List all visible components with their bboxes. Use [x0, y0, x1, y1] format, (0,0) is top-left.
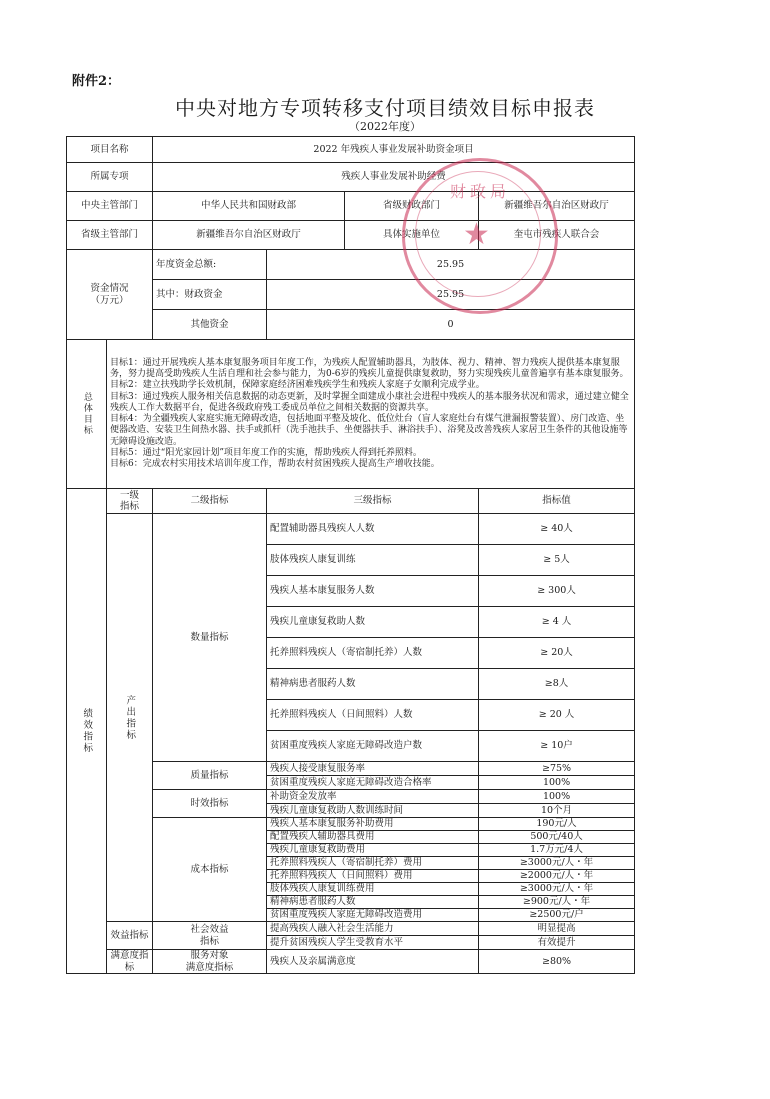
indicators-label: 绩效指标	[81, 708, 93, 754]
goal-item: 目标1：通过开展残疾人基本康复服务项目年度工作，为残疾人配置辅助器具，为肢体、视力、精神、智力残疾人提供基本康复服务，努力提高受助残疾人生活自理和社会参与能力，为0-6岁的残疾儿童提供康复救助，努力实现残疾儿童普遍享有基本康复服务。	[110, 357, 629, 379]
indicator-name: 提升贫困残疾人学生受教育水平	[267, 936, 479, 950]
table-row	[67, 922, 635, 936]
indicator-value: ≥ 4 人	[479, 607, 635, 638]
impl-unit-value: 奎屯市残疾人联合会	[479, 221, 635, 250]
benefit-label: 效益指标	[107, 922, 153, 950]
indicator-value: ≥80%	[479, 950, 635, 974]
prov-dept-label: 省级主管部门	[67, 221, 153, 250]
indicator-value: ≥8人	[479, 669, 635, 700]
indicator-name: 残疾人基本康复服务人数	[267, 576, 479, 607]
goals-label: 总体目标	[81, 392, 92, 436]
table-row	[67, 514, 635, 545]
indicator-name: 残疾人及亲属满意度	[267, 950, 479, 974]
table-row	[67, 950, 635, 974]
project-name-value: 2022 年残疾人事业发展补助资金项目	[153, 137, 635, 163]
official-seal	[402, 158, 558, 314]
social-label: 社会效益 指标	[153, 922, 267, 950]
indicator-name: 配置辅助器具残疾人人数	[267, 514, 479, 545]
goal-item: 目标2：建立扶残助学长效机制，保障家庭经济困难残疾学生和残疾人家庭子女顺利完成学业。	[110, 380, 485, 391]
quality-label: 质量指标	[153, 762, 267, 790]
goal-item: 目标6：完成农村实用技术培训年度工作，帮助农村贫困残疾人提高生产增收技能。	[110, 459, 440, 469]
funds-annual-label: 年度资金总额:	[153, 250, 267, 280]
page-title: 中央对地方专项转移支付项目绩效目标申报表	[175, 96, 595, 120]
indicator-name: 补助资金发放率	[267, 790, 479, 804]
indicator-value: ≥2500元/户	[479, 909, 635, 922]
attachment-label: 附件2：	[72, 74, 121, 89]
output-label: 产出指标	[124, 694, 136, 741]
project-name-row	[67, 137, 635, 163]
col-level2: 二级指标	[153, 489, 267, 514]
goals-label-cell	[67, 340, 107, 489]
funds-other-value: 0	[267, 310, 635, 340]
indicator-name: 托养照料残疾人（寄宿制托养）费用	[267, 857, 479, 870]
indicator-value: 1.7万元/4人	[479, 844, 635, 857]
indicator-value: ≥ 5人	[479, 545, 635, 576]
project-name-label: 项目名称	[67, 137, 153, 163]
prov-dept-value: 新疆维吾尔自治区财政厅	[153, 221, 345, 250]
quantity-label: 数量指标	[153, 514, 267, 762]
table-row	[67, 762, 635, 776]
indicator-name: 残疾儿童康复救助人数训练时间	[267, 804, 479, 818]
indicator-value: 500元/40人	[479, 831, 635, 844]
indicator-value: ≥3000元/人・年	[479, 857, 635, 870]
indicator-value: ≥2000元/人・年	[479, 870, 635, 883]
indicator-name: 残疾儿童康复救助费用	[267, 844, 479, 857]
seal-text: 财政局	[449, 182, 510, 201]
cost-label: 成本指标	[153, 818, 267, 922]
timeliness-label: 时效指标	[153, 790, 267, 818]
col-level1: 一级 指标	[107, 489, 153, 514]
central-dept-label: 中央主管部门	[67, 192, 153, 221]
indicator-name: 残疾儿童康复救助人数	[267, 607, 479, 638]
funds-other-row	[67, 310, 635, 340]
funds-other-label: 其他资金	[153, 310, 267, 340]
prov-finance-value: 新疆维吾尔自治区财政厅	[479, 192, 635, 221]
goals-row	[67, 340, 635, 489]
goal-item: 目标4：为全疆残疾人家庭实施无障碍改造，包括地面平整及坡化、低位灶台（盲人家庭灶台有煤气泄漏报警装置）、房门改造、坐便器改造、安装卫生间热水器、扶手或抓杆（洗手池扶手、坐便器扶手、淋浴扶手）、浴凳及改善残疾人家居卫生条件的其他设施等无障碍设施改造。	[110, 414, 628, 447]
indicator-name: 托养照料残疾人（日间照料）费用	[267, 870, 479, 883]
indicator-name: 精神病患者服药人数	[267, 669, 479, 700]
funds-finance-value: 25.95	[267, 280, 635, 310]
special-value: 残疾人事业发展补助经费	[153, 163, 635, 192]
indicator-name: 提高残疾人融入社会生活能力	[267, 922, 479, 936]
indicator-value: 10个月	[479, 804, 635, 818]
year-label: （2022年度）	[349, 120, 421, 133]
table-row	[67, 790, 635, 804]
indicator-header-row	[67, 489, 635, 514]
indicator-name: 托养照料残疾人（寄宿制托养）人数	[267, 638, 479, 669]
table-row	[67, 818, 635, 831]
indicator-value: ≥900元/人・年	[479, 896, 635, 909]
funds-label: 资金情况 （万元）	[67, 250, 153, 340]
indicator-value: 明显提高	[479, 922, 635, 936]
funds-finance-row	[67, 280, 635, 310]
indicator-value: 有效提升	[479, 936, 635, 950]
prov-finance-label: 省级财政部门	[345, 192, 479, 221]
impl-unit-label: 具体实施单位	[345, 221, 479, 250]
indicator-name: 贫困重度残疾人家庭无障碍改造户数	[267, 731, 479, 762]
indicator-value: 100%	[479, 776, 635, 790]
indicator-value: ≥ 10户	[479, 731, 635, 762]
goal-item: 目标3：通过残疾人服务相关信息数据的动态更新，及时掌握全面建成小康社会进程中残疾人的基本服务状况和需求，通过建立健全残疾人工作大数据平台，促进各级政府残工委成员单位之间相关数据的资源共享。	[110, 391, 629, 413]
indicator-value: ≥3000元/人・年	[479, 883, 635, 896]
special-label: 所属专项	[67, 163, 153, 192]
funds-annual-value: 25.95	[267, 250, 635, 280]
indicator-value: ≥ 40人	[479, 514, 635, 545]
indicator-name: 贫困重度残疾人家庭无障碍改造费用	[267, 909, 479, 922]
indicator-value: 100%	[479, 790, 635, 804]
indicators-label-cell	[67, 489, 107, 974]
output-label-cell	[107, 514, 153, 922]
indicator-name: 残疾人基本康复服务补助费用	[267, 818, 479, 831]
seal-star-icon: ★	[463, 217, 490, 252]
indicator-value: 190元/人	[479, 818, 635, 831]
indicator-name: 残疾人接受康复服务率	[267, 762, 479, 776]
indicator-value: ≥ 20人	[479, 638, 635, 669]
service-label: 服务对象 满意度指标	[153, 950, 267, 974]
central-dept-value: 中华人民共和国财政部	[153, 192, 345, 221]
funds-finance-label: 其中：财政资金	[153, 280, 267, 310]
indicator-name: 托养照料残疾人（日间照料）人数	[267, 700, 479, 731]
indicator-value: ≥75%	[479, 762, 635, 776]
col-level3: 三级指标	[267, 489, 479, 514]
indicator-value: ≥ 300人	[479, 576, 635, 607]
goal-item: 目标5：通过“阳光家园计划”项目年度工作的实施，帮助残疾人得到托养照料。	[110, 447, 422, 458]
indicator-value: ≥ 20 人	[479, 700, 635, 731]
goals-text	[107, 340, 635, 489]
satisfaction-label: 满意度指 标	[107, 950, 153, 974]
indicator-name: 精神病患者服药人数	[267, 896, 479, 909]
indicator-name: 肢体残疾人康复训练	[267, 545, 479, 576]
indicator-name: 配置残疾人辅助器具费用	[267, 831, 479, 844]
indicator-name: 肢体残疾人康复训练费用	[267, 883, 479, 896]
indicator-name: 贫困重度残疾人家庭无障碍改造合格率	[267, 776, 479, 790]
col-value: 指标值	[479, 489, 635, 514]
